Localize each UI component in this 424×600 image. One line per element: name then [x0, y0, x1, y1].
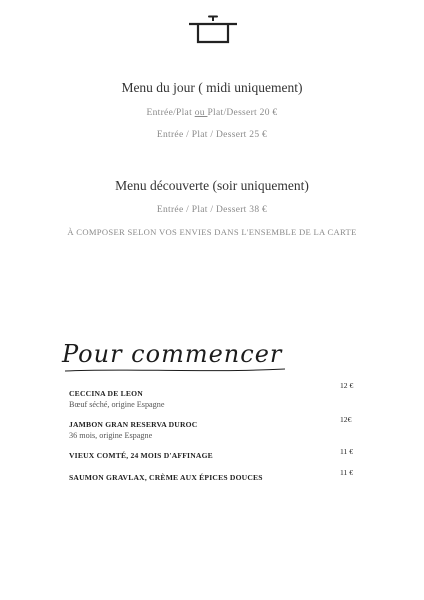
menu-du-jour-line-1	[0, 108, 424, 118]
item-2-name: JAMBON GRAN RESERVA DUROC	[69, 420, 198, 429]
item-3-name: VIEUX COMTÉ, 24 MOIS D'AFFINAGE	[69, 451, 213, 460]
section-title-pour-commencer: Pour commencer	[62, 340, 283, 368]
menu-du-jour-line-1-ou: ou	[194, 108, 208, 118]
menu-du-jour-title: Menu du jour ( midi uniquement)	[121, 80, 303, 95]
menu-decouverte-title: Menu découverte (soir uniquement)	[115, 178, 309, 193]
item-3-price: 11 €	[340, 447, 354, 456]
item-4-price: 11 €	[340, 468, 354, 477]
menu-decouverte-line-1: Entrée / Plat / Dessert 38 €	[156, 205, 268, 215]
menu-du-jour-line-1-b: Plat/Dessert 20 €	[207, 108, 278, 118]
item-4-name: SAUMON GRAVLAX, CRÈME AUX ÉPICES DOUCES	[69, 473, 263, 482]
item-1-name: CECCINA DE LEON	[69, 389, 143, 398]
section-title-flourish	[63, 366, 287, 374]
cooking-pot-icon	[189, 14, 237, 46]
item-2-price: 12€	[340, 415, 352, 424]
menu-decouverte-note: À COMPOSER SELON VOS ENVIES DANS L'ENSEMBLE DE LA CARTE	[67, 227, 357, 237]
item-2-desc: 36 mois, origine Espagne	[69, 431, 153, 440]
item-1-price: 12 €	[340, 381, 354, 390]
menu-du-jour-line-2: Entrée / Plat / Dessert 25 €	[156, 130, 268, 140]
item-1-desc: Bœuf séché, origine Espagne	[69, 400, 165, 409]
menu-du-jour-line-1-a: Entrée/Plat	[146, 108, 195, 118]
